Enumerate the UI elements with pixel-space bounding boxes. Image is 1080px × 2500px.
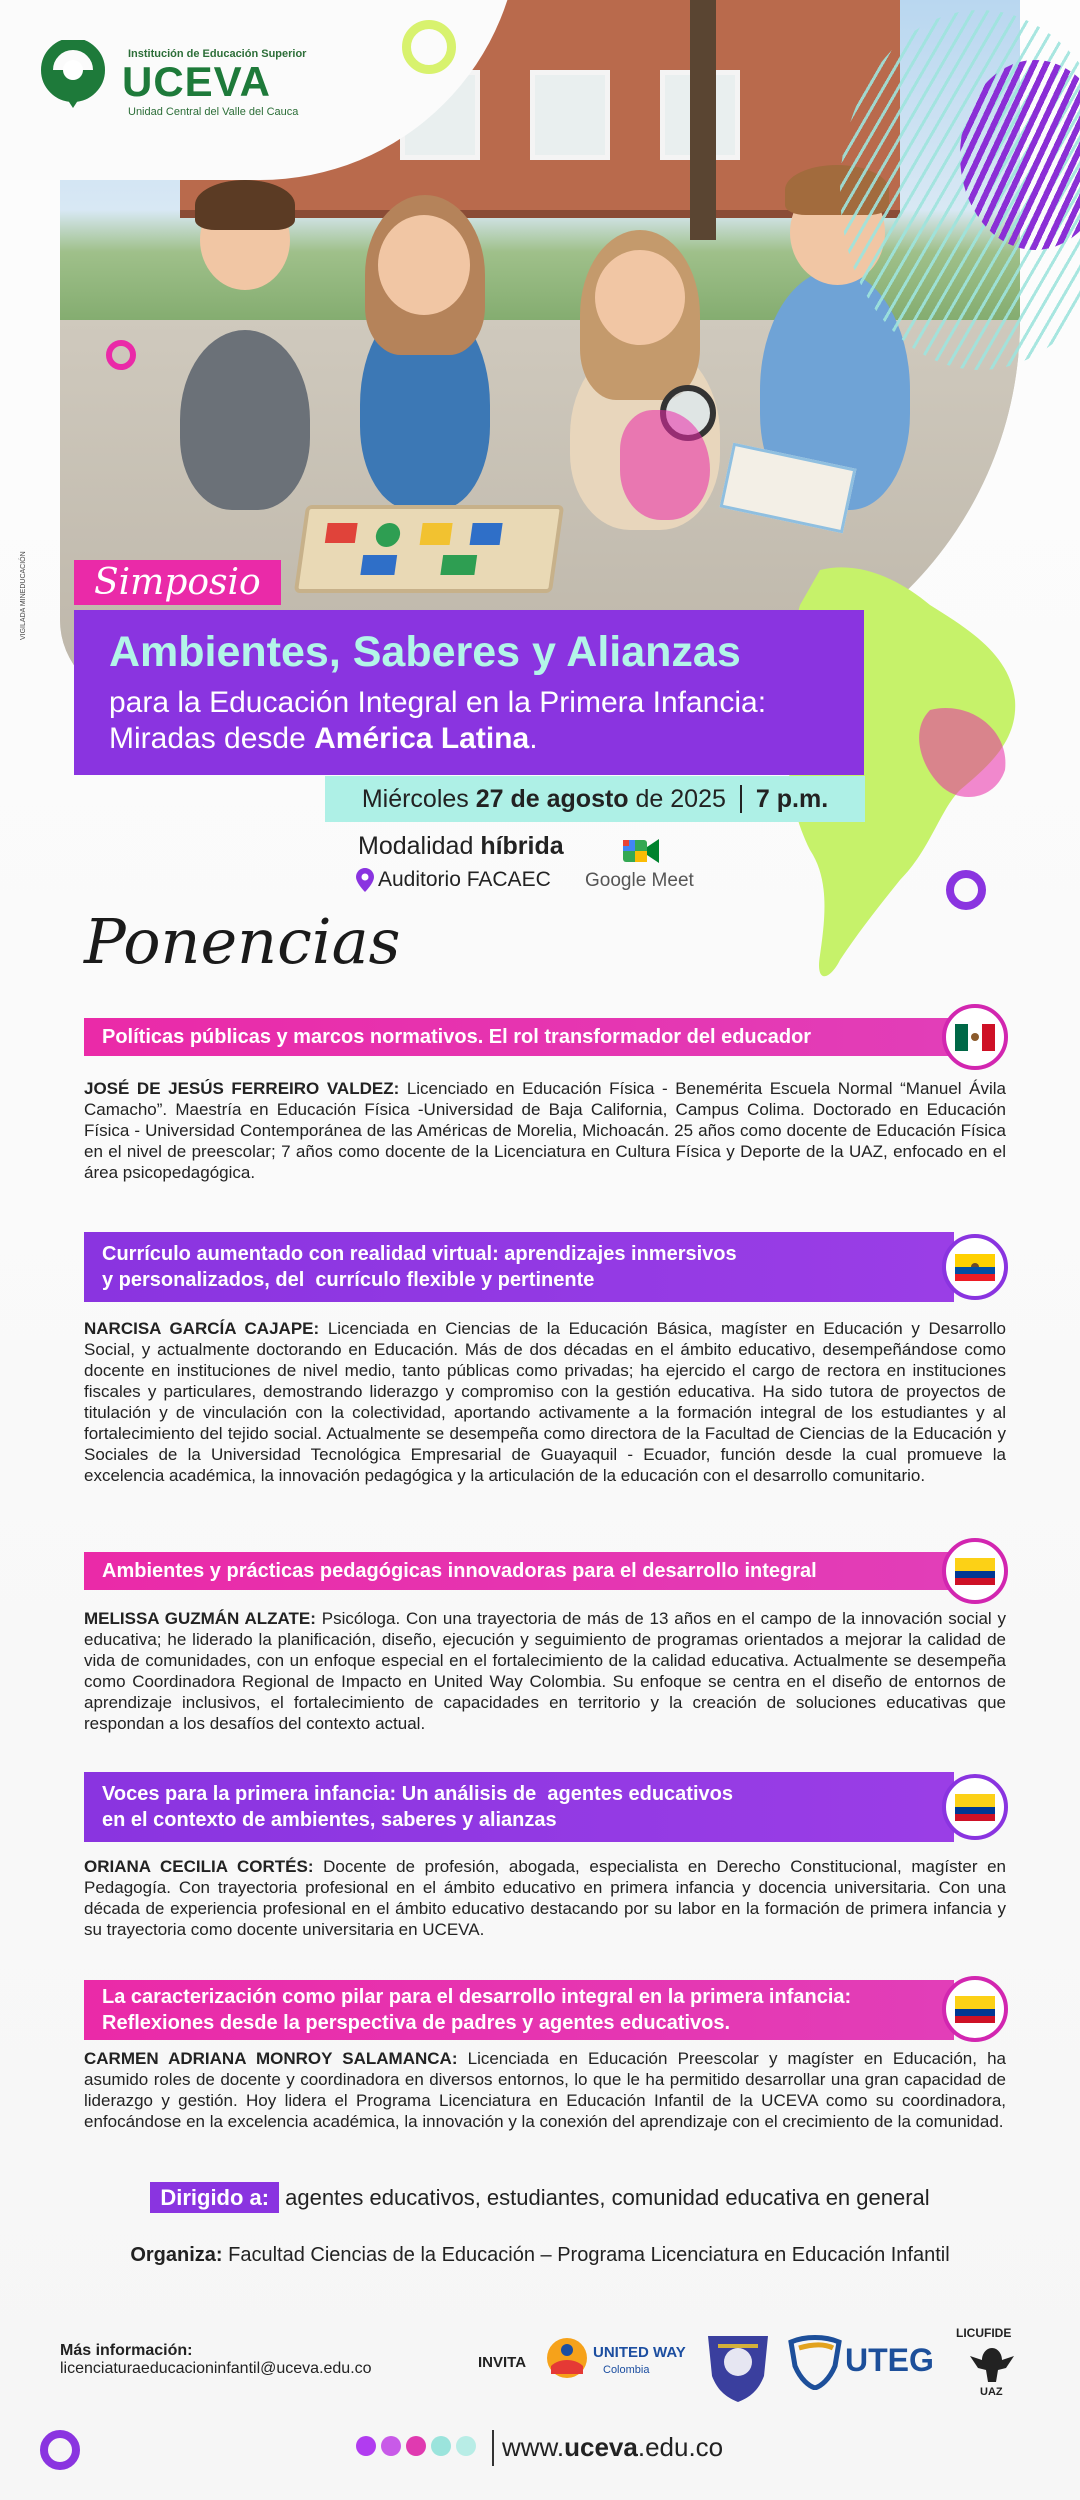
- hero-child-3-face: [595, 250, 685, 345]
- title-box: [74, 610, 864, 775]
- talk-4: [84, 1772, 1008, 1952]
- talk-5-bio-text: Licenciada en Educación Preescolar y magíster en Educación, ha asumido roles de docente y coordinadora en diversos entornos, lo que le ha permitido desarrollar una gran capacidad de liderazgo y gestión. Hoy lidera el Programa Licenciatura en Educación Infantil de la UCEVA como su coordinadora, enfocándose en la excelencia académica, la innovación y la conexión del aprendizaje con el crecimiento de la comunidad.: [84, 2049, 1006, 2131]
- hero-child-2-face: [378, 215, 470, 315]
- talk-5-speaker: CARMEN ADRIANA MONROY SALAMANCA:: [84, 2049, 458, 2068]
- organizer: [0, 2244, 1080, 2267]
- uceva-logo: [38, 36, 328, 120]
- logo-subtitle: Unidad Central del Valle del Cauca: [128, 106, 299, 118]
- puzzle-piece: [440, 555, 477, 575]
- hero-window: [530, 70, 610, 160]
- hero-shape-puzzle: [294, 505, 564, 593]
- university-crest-icon: [698, 2326, 778, 2406]
- talk-3-bio-text: Psicóloga. Con una trayectoria de más de 13 años en el campo de la innovación social y educativa; he liderado la planificación, diseño, ejecución y seguimiento de programas orientados a mejorar la calidad de vida de comunidades, con un enfoque especial en el fortalecimiento de la calidad educativa. Actualmente se desempeña como Coordinadora Regional de Impacto en United Way Colombia. Su enfoque se centra en el diseño de entornos de aprendizaje inclusivos, el fortalecimiento de capacidades en territorio y la creación de soluciones educativas que respondan a los desafíos del contexto actual.: [84, 1609, 1006, 1733]
- talk-2-bio: [84, 1318, 1006, 1486]
- colombia-flag-icon: [955, 1794, 995, 1821]
- eagle-icon: [968, 2342, 1016, 2386]
- footer-divider: [492, 2430, 494, 2466]
- date-bold: 27 de agosto: [475, 784, 629, 813]
- date-day: Miércoles: [361, 784, 476, 813]
- google-meet-label: Google Meet: [585, 870, 694, 891]
- date-separator: [740, 785, 742, 813]
- talk-1-title-bar: [84, 1018, 954, 1056]
- talk-3: [84, 1538, 1008, 1738]
- colombia-flag-icon: [955, 1996, 995, 2023]
- puzzle-piece: [420, 523, 453, 545]
- purple-ring-decoration-bottom: [40, 2430, 80, 2470]
- uaz-crest-logo: [698, 2326, 778, 2406]
- subtitle-suffix: .: [529, 722, 538, 755]
- talk-5-title-line2: Reflexiones desde la perspectiva de padres y agentes educativos.: [102, 2012, 731, 2034]
- united-way-name: UNITED WAY: [593, 2344, 686, 2361]
- talk-3-speaker: MELISSA GUZMÁN ALZATE:: [84, 1609, 316, 1628]
- talk-4-title-line1: Voces para la primera infancia: Un análisis de agentes educativos: [102, 1783, 733, 1805]
- website-suffix: .edu.co: [637, 2432, 724, 2462]
- youtube-icon[interactable]: [456, 2436, 476, 2456]
- puzzle-piece: [470, 523, 503, 545]
- magenta-ring-decoration: [106, 340, 136, 370]
- vigilada-note: VIGILADA MINEDUCACIÓN: [20, 551, 27, 640]
- talk-2-title-line2: y personalizados, del currículo flexible y pertinente: [102, 1269, 595, 1291]
- talk-1-title: Políticas públicas y marcos normativos. El rol transformador del educador: [102, 1026, 812, 1048]
- puzzle-piece: [360, 555, 397, 575]
- talk-2-title-bar: [84, 1232, 954, 1302]
- talk-4-title-bar: [84, 1772, 954, 1842]
- talk-2-speaker: NARCISA GARCÍA CAJAPE:: [84, 1319, 320, 1338]
- event-subtitle-line2: [109, 722, 538, 756]
- talk-1: [84, 1004, 1008, 1194]
- puzzle-piece: [325, 523, 358, 543]
- subtitle-prefix: Miradas desde: [109, 722, 315, 755]
- talk-3-title-bar: [84, 1552, 954, 1590]
- website-bold: uceva: [564, 2432, 638, 2462]
- uteg-logo: [785, 2326, 940, 2406]
- colombia-flag-icon: [955, 1558, 995, 1585]
- social-icons: [356, 2436, 476, 2456]
- invita-label: INVITA: [478, 2354, 527, 2371]
- facebook-icon[interactable]: [356, 2436, 376, 2456]
- section-title-ponencias: Ponencias: [84, 905, 401, 978]
- google-meet-icon: [623, 836, 659, 866]
- audience-text: agentes educativos, estudiantes, comunidad educativa en general: [285, 2185, 930, 2210]
- ecuador-flag-icon: [955, 1254, 995, 1281]
- talk-5-flag-badge: [942, 1976, 1008, 2042]
- date-year: de 2025: [628, 784, 726, 813]
- talk-4-bio-text: Docente de profesión, abogada, especialista en Derecho Constitucional, magíster en Pedagogía. Con trayectoria profesional en el ámbito educativo en primera infancia y docencia universitaria. Con una década de experiencia profesional en el ámbito educativo destacando por su labor en la formación de primera infancia y su trayectoria como docente universitaria en UCEVA.: [84, 1857, 1006, 1939]
- talk-5: [84, 1976, 1008, 2156]
- x-icon[interactable]: [431, 2436, 451, 2456]
- venue-label: Auditorio FACAEC: [378, 868, 551, 891]
- united-way-icon: [545, 2336, 589, 2380]
- talk-5-title-line1: La caracterización como pilar para el desarrollo integral en la primera infancia:: [102, 1986, 852, 2008]
- uaz-name: UAZ: [980, 2386, 1003, 2398]
- talk-5-title-bar: [84, 1980, 954, 2040]
- talk-4-flag-badge: [942, 1774, 1008, 1840]
- event-time: 7 p.m.: [755, 784, 829, 813]
- modality: [358, 832, 564, 861]
- contact-email[interactable]: licenciaturaeducacioninfantil@uceva.edu.co: [60, 2360, 372, 2377]
- location-pin-icon: [356, 868, 374, 892]
- uteg-shield-icon: [785, 2334, 845, 2390]
- logo-name: UCEVA: [122, 58, 271, 105]
- subtitle-bold: América Latina: [314, 722, 530, 755]
- talk-4-bio: [84, 1856, 1006, 1940]
- tiktok-icon[interactable]: [406, 2436, 426, 2456]
- united-way-sub: Colombia: [603, 2364, 650, 2376]
- contact-label: Más información:: [60, 2342, 193, 2359]
- organizer-label: Organiza:: [130, 2244, 223, 2266]
- modality-bold: híbrida: [480, 832, 564, 860]
- talk-1-bio: [84, 1078, 1006, 1183]
- talk-4-title-line2: en el contexto de ambientes, saberes y alianzas: [102, 1809, 557, 1831]
- licufide-name: LICUFIDE: [956, 2326, 1012, 2340]
- hero-child-1-hair: [195, 180, 295, 230]
- audience: [0, 2185, 1080, 2211]
- talk-2-bio-text: Licenciada en Ciencias de la Educación Básica, magíster en Educación y Desarrollo Social, y actualmente doctorando en Educación. Más de dos décadas en el ámbito educativo, desempeñándose como docente en instituciones de nivel medio, tanto públicas como privadas; ha ejercido el cargo de rectora en instituciones fiscales y particulares, demostrando liderazgo y compromiso con la gestión educativa. Ha sido tutora de proyectos de titulación y de vinculación con la colectividad, aportando activamente a la formación integral de los estudiantes y al fortalecimiento del tejido social. Actualmente se desempeña como directora de la Facultad de Ciencias de la Educación y Sociales de la Universidad Tecnológica Empresarial de Guayaquil - Ecuador, función desde la cual promueve la excelencia académica, la innovación pedagógica y la articulación de la educación con el desarrollo comunitario.: [84, 1319, 1006, 1485]
- uteg-name: UTEG: [845, 2342, 934, 2378]
- talk-1-bio-text: Licenciado en Educación Física - Benemérita Escuela Normal “Manuel Ávila Camacho”. Maestría en Educación Física -Universidad de Baja California, Campus Colima. Doctorado en Educación Física - Universidad Contemporánea de las Américas de Morelia, Michoacán. 25 años como docente de Educación Física en el nivel de preescolar; 7 años como docente de la Licenciatura en Cultura Física y Deporte de la UAZ, enfocado en el área psicopedagógica.: [84, 1079, 1006, 1182]
- simposio-tag: Simposio: [74, 560, 281, 605]
- talk-3-title: Ambientes y prácticas pedagógicas innovadoras para el desarrollo integral: [102, 1560, 817, 1582]
- venue: [356, 868, 551, 892]
- talk-3-flag-badge: [942, 1538, 1008, 1604]
- licufide-logo: [952, 2326, 1032, 2406]
- date-bar: [325, 776, 865, 822]
- talk-4-speaker: ORIANA CECILIA CORTÉS:: [84, 1857, 314, 1876]
- talk-2: [84, 1232, 1008, 1512]
- uceva-logo-mark-icon: [38, 40, 108, 110]
- website-link[interactable]: [502, 2432, 723, 2463]
- puzzle-piece: [374, 523, 401, 547]
- hero-tree: [690, 0, 716, 240]
- modality-prefix: Modalidad: [358, 832, 481, 860]
- website-prefix: www.: [502, 2432, 565, 2462]
- google-meet: [585, 836, 705, 896]
- instagram-icon[interactable]: [381, 2436, 401, 2456]
- talk-1-flag-badge: [942, 1004, 1008, 1070]
- event-title: Ambientes, Saberes y Alianzas: [109, 628, 741, 676]
- contact-info: [60, 2342, 372, 2378]
- talk-5-bio: [84, 2048, 1006, 2132]
- event-subtitle-line1: para la Educación Integral en la Primera Infancia:: [109, 686, 767, 719]
- talk-2-flag-badge: [942, 1234, 1008, 1300]
- hero-child-1: [180, 330, 310, 510]
- organizer-text: Facultad Ciencias de la Educación – Programa Licenciatura en Educación Infantil: [222, 2244, 950, 2266]
- talk-1-speaker: JOSÉ DE JESÚS FERREIRO VALDEZ:: [84, 1079, 400, 1098]
- mexico-flag-icon: [955, 1024, 995, 1051]
- audience-label: Dirigido a:: [150, 2182, 279, 2213]
- talk-3-bio: [84, 1608, 1006, 1734]
- logo-institution-label: Institución de Educación Superior: [128, 48, 307, 60]
- united-way-logo: [545, 2326, 685, 2406]
- talk-2-title-line1: Currículo aumentado con realidad virtual: aprendizajes inmersivos: [102, 1243, 737, 1265]
- lime-ring-decoration: [402, 20, 456, 74]
